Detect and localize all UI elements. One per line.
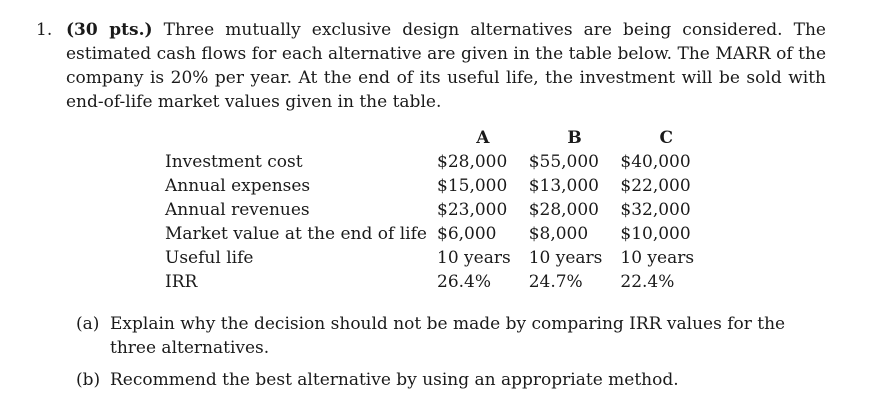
table-row (165, 174, 712, 198)
part-a (76, 312, 806, 360)
row-label: Market value at the end of life (165, 224, 427, 244)
cell-value: 22.4% (620, 272, 675, 292)
problem-number: 1. (36, 20, 53, 40)
cell-value: $15,000 (437, 176, 508, 196)
problem-statement (66, 18, 826, 114)
problem-statement-text: Three mutually exclusive design alternatives are being considered. The estimated cash flows for each alternative are given in the table below. The MARR of the company is 20% per year. At the end of its useful life, the investment will be sold with end-of-life market values given in the table. (66, 20, 826, 112)
row-label: Annual expenses (165, 176, 311, 196)
question-parts (76, 312, 806, 400)
cell-value: $10,000 (620, 224, 691, 244)
table-row (165, 222, 712, 246)
row-label: Investment cost (165, 152, 303, 172)
row-label: Useful life (165, 248, 254, 268)
cell-value: $13,000 (528, 176, 599, 196)
table-row (165, 198, 712, 222)
cell-value: 26.4% (437, 272, 492, 292)
cell-value: 10 years (528, 248, 603, 268)
part-b-label: (b) (76, 370, 101, 390)
column-header-b: B (567, 128, 582, 148)
problem-points: (30 pts.) (66, 20, 153, 40)
cell-value: $28,000 (528, 200, 599, 220)
cell-value: 24.7% (528, 272, 583, 292)
alternatives-table (165, 126, 712, 294)
row-label: Annual revenues (165, 200, 310, 220)
part-a-label: (a) (76, 314, 100, 334)
problem-block (36, 18, 826, 114)
cell-value: $8,000 (528, 224, 589, 244)
row-label: IRR (165, 272, 198, 292)
part-b (76, 368, 806, 392)
part-b-text: Recommend the best alternative by using an appropriate method. (110, 370, 679, 390)
table-row (165, 246, 712, 270)
cell-value: 10 years (437, 248, 511, 268)
cell-value: $40,000 (620, 152, 691, 172)
column-header-a: A (476, 128, 490, 148)
table-row (165, 270, 712, 294)
cell-value: $32,000 (620, 200, 691, 220)
table-header-row (165, 126, 712, 150)
cell-value: $55,000 (528, 152, 599, 172)
cell-value: $23,000 (437, 200, 508, 220)
cell-value: $22,000 (620, 176, 691, 196)
cell-value: 10 years (620, 248, 695, 268)
table-header-blank (165, 126, 437, 150)
part-a-text: Explain why the decision should not be made by comparing IRR values for the three alternatives. (110, 314, 786, 358)
table-row (165, 150, 712, 174)
column-header-c: C (659, 128, 673, 148)
cell-value: $6,000 (437, 224, 497, 244)
cell-value: $28,000 (437, 152, 508, 172)
